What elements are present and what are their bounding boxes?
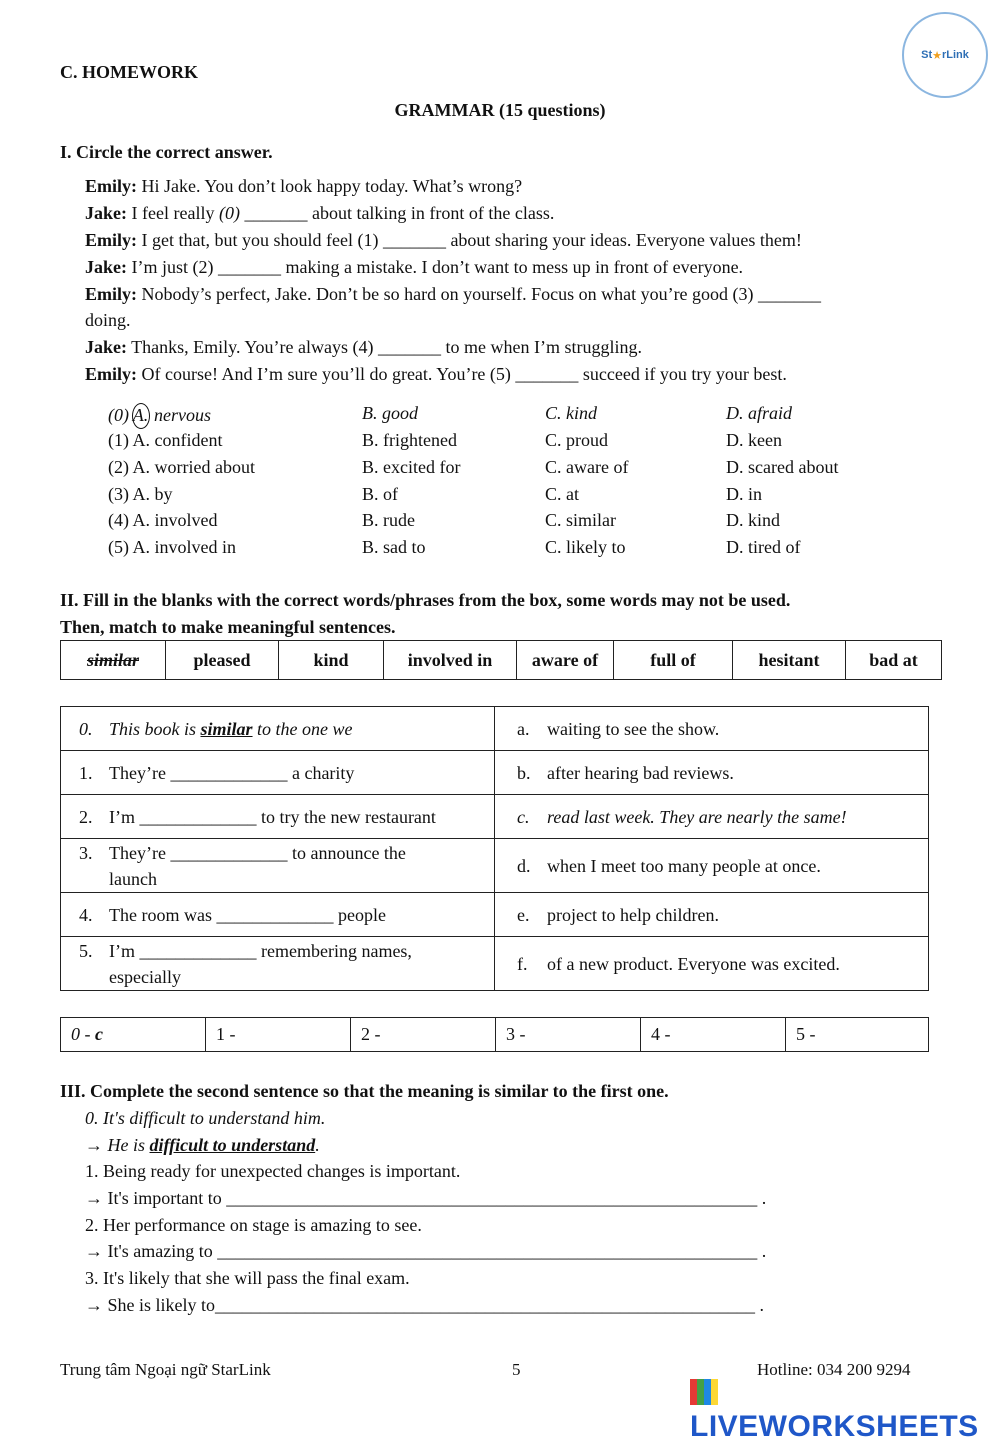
match-right-f: f. of a new product. Everyone was excited. xyxy=(495,937,929,991)
option-a-3[interactable]: (3) A. by xyxy=(108,484,173,504)
option-d-3[interactable]: D. in xyxy=(726,484,762,504)
answer-cell-1[interactable]: 1 - xyxy=(206,1018,351,1052)
part1-heading: I. Circle the correct answer. xyxy=(60,142,273,162)
answer-cell-2[interactable]: 2 - xyxy=(351,1018,496,1052)
option-b-0[interactable]: B. good xyxy=(362,403,418,423)
dialogue-line: Emily: Nobody’s perfect, Jake. Don’t be so hard on yourself. Focus on what you’re good (3) _______ xyxy=(85,284,822,304)
dialogue-line: Emily: I get that, but you should feel (1) _______ about sharing your ideas. Everyone values them! xyxy=(85,230,802,250)
answer-cell-3[interactable]: 3 - xyxy=(496,1018,641,1052)
option-b-4[interactable]: B. rude xyxy=(362,510,415,530)
match-right-b: b. after hearing bad reviews. xyxy=(495,751,929,795)
option-c-5[interactable]: C. likely to xyxy=(545,537,626,557)
option-c-2[interactable]: C. aware of xyxy=(545,457,629,477)
rewrite-answer-1[interactable]: → It's important to ___________________________________________________________ . xyxy=(85,1188,767,1208)
rewrite-answer-2[interactable]: → It's amazing to ____________________________________________________________ . xyxy=(85,1241,767,1261)
rewrite-answer-3[interactable]: → She is likely to____________________________________________________________ . xyxy=(85,1295,764,1315)
option-b-1[interactable]: B. frightened xyxy=(362,430,457,450)
word-box-item: similar xyxy=(61,641,166,680)
dialogue-line: Emily: Of course! And I’m sure you’ll do great. You’re (5) _______ succeed if you try your best. xyxy=(85,364,787,384)
part2-heading-line2: Then, match to make meaningful sentences. xyxy=(60,617,396,637)
word-box-item: involved in xyxy=(384,641,517,680)
dialogue-line: Jake: I’m just (2) _______ making a mistake. I don’t want to mess up in front of everyone. xyxy=(85,257,744,277)
word-box-item: aware of xyxy=(517,641,614,680)
match-right-e: e. project to help children. xyxy=(495,893,929,937)
option-b-2[interactable]: B. excited for xyxy=(362,457,461,477)
footer-center-name: Trung tâm Ngoại ngữ StarLink xyxy=(60,1360,271,1379)
example-answer: → He is difficult to understand. xyxy=(85,1135,320,1155)
table-row xyxy=(61,707,929,751)
dialogue-line: Jake: I feel really (0) _______ about talking in front of the class. xyxy=(85,203,555,223)
word-box-item: hesitant xyxy=(733,641,846,680)
option-a-5[interactable]: (5) A. involved in xyxy=(108,537,237,557)
option-c-4[interactable]: C. similar xyxy=(545,510,616,530)
table-row xyxy=(61,893,929,937)
answer-table xyxy=(60,1017,929,1052)
match-left-4[interactable]: 4. The room was _____________ people xyxy=(61,893,495,937)
option-b-3[interactable]: B. of xyxy=(362,484,398,504)
option-a-4[interactable]: (4) A. involved xyxy=(108,510,218,530)
circled-answer: A. xyxy=(132,403,150,429)
dialogue-line: Emily: Hi Jake. You don’t look happy today. What’s wrong? xyxy=(85,176,523,196)
option-c-1[interactable]: C. proud xyxy=(545,430,608,450)
match-left-1[interactable]: 1. They’re _____________ a charity xyxy=(61,751,495,795)
table-row xyxy=(61,795,929,839)
part2-heading-line1: II. Fill in the blanks with the correct words/phrases from the box, some words may not be used. xyxy=(60,590,791,610)
option-c-0[interactable]: C. kind xyxy=(545,403,597,423)
word-box-item: kind xyxy=(279,641,384,680)
page-number: 5 xyxy=(512,1360,521,1379)
match-left-5[interactable]: 5. I’m _____________ remembering names, especially xyxy=(61,937,495,991)
answer-cell-5[interactable]: 5 - xyxy=(786,1018,929,1052)
option-c-3[interactable]: C. at xyxy=(545,484,579,504)
match-right-a: a. waiting to see the show. xyxy=(495,707,929,751)
word-box-item: full of xyxy=(614,641,733,680)
starlink-logo: St ★ rLink xyxy=(902,12,988,98)
example-question: 0. It's difficult to understand him. xyxy=(85,1108,326,1128)
option-a-1[interactable]: (1) A. confident xyxy=(108,430,223,450)
grammar-title: GRAMMAR (15 questions) xyxy=(394,100,606,120)
option-d-1[interactable]: D. keen xyxy=(726,430,782,450)
table-row xyxy=(61,937,929,991)
option-d-4[interactable]: D. kind xyxy=(726,510,780,530)
star-icon: ★ xyxy=(932,49,942,62)
option-b-5[interactable]: B. sad to xyxy=(362,537,426,557)
word-box xyxy=(60,640,942,680)
word-box-item: bad at xyxy=(846,641,942,680)
option-a-0: (0) A. nervous xyxy=(108,403,211,429)
match-right-d: d. when I meet too many people at once. xyxy=(495,839,929,893)
table-row xyxy=(61,751,929,795)
option-d-5[interactable]: D. tired of xyxy=(726,537,801,557)
option-d-0[interactable]: D. afraid xyxy=(726,403,793,423)
part3-heading: III. Complete the second sentence so that the meaning is similar to the first one. xyxy=(60,1081,669,1101)
rewrite-question-3: 3. It's likely that she will pass the final exam. xyxy=(85,1268,410,1288)
rewrite-question-2: 2. Her performance on stage is amazing to see. xyxy=(85,1215,422,1235)
match-left-0: 0. This book is similar to the one we xyxy=(61,707,495,751)
word-box-item: pleased xyxy=(166,641,279,680)
match-right-c: c. read last week. They are nearly the same! xyxy=(495,795,929,839)
dialogue-line: doing. xyxy=(85,310,131,330)
footer-hotline: Hotline: 034 200 9294 xyxy=(757,1360,911,1379)
section-title: C. HOMEWORK xyxy=(60,62,198,82)
option-a-2[interactable]: (2) A. worried about xyxy=(108,457,255,477)
liveworksheets-logo[interactable]: LIVEWORKSHEETS xyxy=(690,1376,1000,1444)
answer-cell-0: 0 - c xyxy=(61,1018,206,1052)
liveworksheets-icon xyxy=(690,1379,718,1405)
rewrite-question-1: 1. Being ready for unexpected changes is important. xyxy=(85,1161,461,1181)
option-d-2[interactable]: D. scared about xyxy=(726,457,839,477)
match-left-2[interactable]: 2. I’m _____________ to try the new restaurant xyxy=(61,795,495,839)
answer-cell-4[interactable]: 4 - xyxy=(641,1018,786,1052)
match-left-3[interactable]: 3. They’re _____________ to announce the launch xyxy=(61,839,495,893)
matching-table xyxy=(60,706,929,991)
dialogue-line: Jake: Thanks, Emily. You’re always (4) _______ to me when I’m struggling. xyxy=(85,337,642,357)
table-row xyxy=(61,839,929,893)
